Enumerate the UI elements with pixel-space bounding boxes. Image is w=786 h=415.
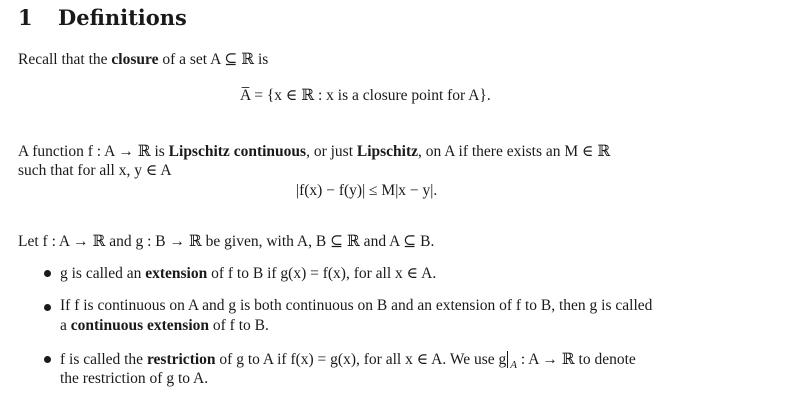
continuous-extension-term: continuous extension <box>70 317 210 334</box>
closure-intro-pre: Recall that the <box>18 51 108 68</box>
section-number: 1 <box>18 5 33 30</box>
lipschitz-mid: , or just <box>306 143 353 160</box>
extension-pre: g is called an <box>60 265 142 282</box>
section-heading <box>18 5 187 30</box>
closure-intro <box>18 50 268 69</box>
section-title: Definitions <box>58 5 187 30</box>
lipschitz-line1 <box>18 142 610 161</box>
restriction-pre: f is called the <box>60 351 144 368</box>
lipschitz-line2: such that for all x, y ∈ A <box>18 162 172 179</box>
extension-term: extension <box>145 265 208 282</box>
extension-setup: Let f : A → ℝ and g : B → ℝ be given, with A, B ⊆ ℝ and A ⊆ B. <box>18 233 435 250</box>
closure-intro-post: of a set A ⊆ ℝ is <box>162 51 269 68</box>
bullet-marker-3 <box>44 356 51 363</box>
lipschitz-post: , on A if there exists an M ∈ ℝ <box>418 143 611 160</box>
restriction-term: restriction <box>146 351 216 368</box>
lipschitz-equation: |f(x) − f(y)| ≤ M|x − y|. <box>296 182 438 199</box>
restriction-mid: of g to A if f(x) = g(x), for all x ∈ A. We use g <box>219 351 507 368</box>
bullet-extension <box>60 264 436 283</box>
continuous-extension-pre: a <box>60 317 67 334</box>
closure-equation: A̅ = {x ∈ ℝ : x is a closure point for A}. <box>240 87 491 104</box>
bullet-marker-2 <box>44 304 51 311</box>
bullet-restriction-line1 <box>60 350 636 371</box>
restriction-subscript: A <box>510 359 518 371</box>
bullet-marker-1 <box>44 270 51 277</box>
bullet-continuous-extension-line1: If f is continuous on A and g is both continuous on B and an extension of f to B, then g is called <box>60 297 653 314</box>
lipschitz-continuous-term: Lipschitz continuous <box>168 143 307 160</box>
lipschitz-term: Lipschitz <box>356 143 419 160</box>
bullet-continuous-extension-line2 <box>60 317 269 335</box>
restriction-post: : A → ℝ to denote <box>520 351 636 368</box>
extension-post: of f to B if g(x) = f(x), for all x ∈ A. <box>211 265 437 282</box>
lipschitz-pre: A function f : A → ℝ is <box>18 143 165 160</box>
closure-term: closure <box>111 51 159 68</box>
continuous-extension-post: of f to B. <box>212 317 269 334</box>
bullet-restriction-line2: the restriction of g to A. <box>60 370 209 387</box>
